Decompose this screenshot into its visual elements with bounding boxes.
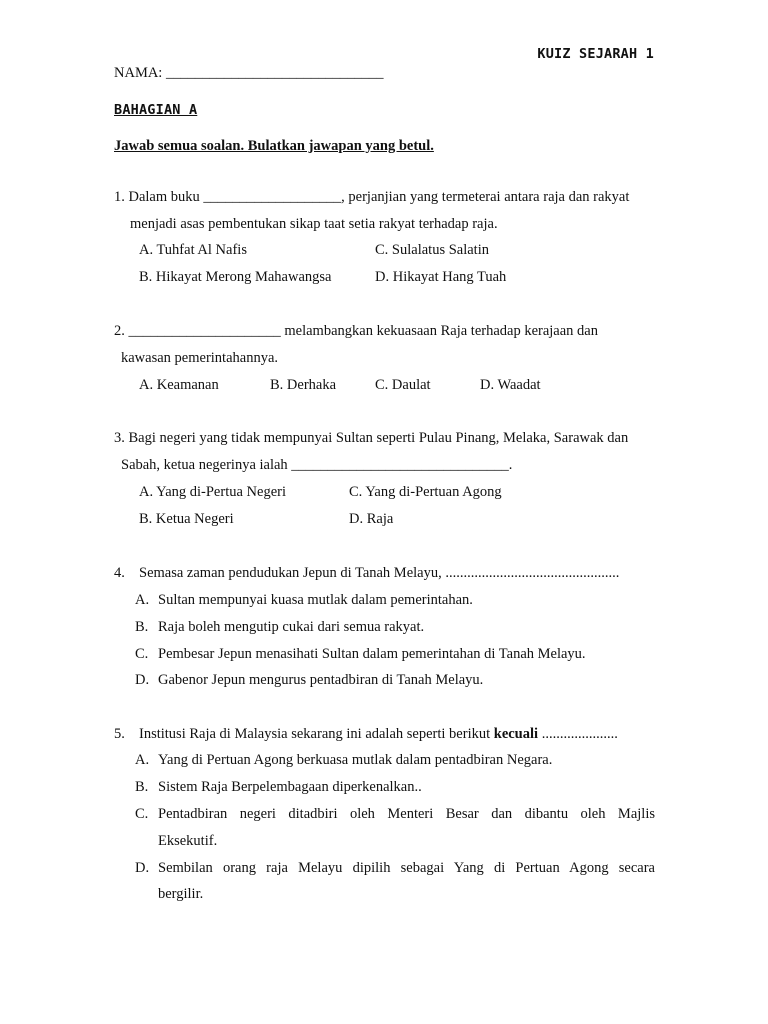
question-3-line-1: 3. Bagi negeri yang tidak mempunyai Sultan seperti Pulau Pinang, Melaka, Sarawak dan xyxy=(114,430,629,446)
question-3-option-b: B. Ketua Negeri xyxy=(139,511,234,527)
name-field: NAMA: ______________________________ xyxy=(114,65,384,81)
question-4-option-b-letter: B. xyxy=(135,619,149,635)
question-5-number: 5. xyxy=(114,726,125,742)
question-3-option-a: A. Yang di-Pertua Negeri xyxy=(139,484,286,500)
question-2-option-b: B. Derhaka xyxy=(270,377,337,393)
question-5-option-b-letter: B. xyxy=(135,779,149,795)
section-heading: BAHAGIAN A xyxy=(114,102,198,118)
question-2-line-1: 2. _____________________ melambangkan kekuasaan Raja terhadap kerajaan dan xyxy=(114,323,598,339)
question-5-keyword: kecuali xyxy=(493,726,539,742)
question-4-option-b-text: Raja boleh mengutip cukai dari semua rakyat. xyxy=(158,619,425,635)
question-2-option-c: C. Daulat xyxy=(375,377,431,393)
question-5-option-a-letter: A. xyxy=(135,752,150,768)
question-5-option-c-text: Pentadbiran negeri ditadbiri oleh Menteri Besar dan dibantu oleh Majlis xyxy=(158,806,655,822)
question-5-option-c-letter: C. xyxy=(135,806,149,822)
question-4-option-c-text: Pembesar Jepun menasihati Sultan dalam pemerintahan di Tanah Melayu. xyxy=(158,646,586,662)
question-5-option-c-text-cont: Eksekutif. xyxy=(158,833,218,849)
question-5-stem xyxy=(139,726,618,743)
question-5-option-d-text: Sembilan orang raja Melayu dipilih sebagai Yang di Pertuan Agong secara xyxy=(158,860,655,876)
question-4-option-d-text: Gabenor Jepun mengurus pentadbiran di Tanah Melayu. xyxy=(158,672,484,688)
instruction-text: Jawab semua soalan. Bulatkan jawapan yang betul. xyxy=(114,138,434,154)
question-5-option-a-text: Yang di Pertuan Agong berkuasa mutlak dalam pentadbiran Negara. xyxy=(158,752,553,768)
question-1-line-1: 1. Dalam buku ___________________, perjanjian yang termeterai antara raja dan rakyat xyxy=(114,189,630,205)
question-4-number: 4. xyxy=(114,565,125,581)
question-1-line-2: menjadi asas pembentukan sikap taat setia rakyat terhadap raja. xyxy=(130,216,498,232)
question-5-option-d-text-cont: bergilir. xyxy=(158,886,204,902)
question-1-option-d: D. Hikayat Hang Tuah xyxy=(375,269,507,285)
question-1-option-b: B. Hikayat Merong Mahawangsa xyxy=(139,269,332,285)
question-3-line-2: Sabah, ketua negerinya ialah ______________________________. xyxy=(121,457,513,473)
question-4-option-a-text: Sultan mempunyai kuasa mutlak dalam pemerintahan. xyxy=(158,592,473,608)
question-4-option-c-letter: C. xyxy=(135,646,149,662)
question-4-stem: Semasa zaman pendudukan Jepun di Tanah Melayu, ................................................ xyxy=(139,565,620,581)
question-5-option-b-text: Sistem Raja Berpelembagaan diperkenalkan.. xyxy=(158,779,422,795)
question-3-option-d: D. Raja xyxy=(349,511,394,527)
question-1-option-c: C. Sulalatus Salatin xyxy=(375,242,489,258)
question-2-line-2: kawasan pemerintahannya. xyxy=(121,350,279,366)
question-5-stem-after: ..................... xyxy=(541,726,618,742)
question-1-option-a: A. Tuhfat Al Nafis xyxy=(139,242,247,258)
quiz-title: KUIZ SEJARAH 1 xyxy=(537,46,654,62)
question-5-option-d-letter: D. xyxy=(135,860,150,876)
question-2-option-d: D. Waadat xyxy=(480,377,541,393)
question-4-option-d-letter: D. xyxy=(135,672,150,688)
question-4-option-a-letter: A. xyxy=(135,592,150,608)
question-2-option-a: A. Keamanan xyxy=(139,377,219,393)
question-5-stem-before: Institusi Raja di Malaysia sekarang ini adalah seperti berikut xyxy=(139,726,491,742)
question-3-option-c: C. Yang di-Pertuan Agong xyxy=(349,484,502,500)
